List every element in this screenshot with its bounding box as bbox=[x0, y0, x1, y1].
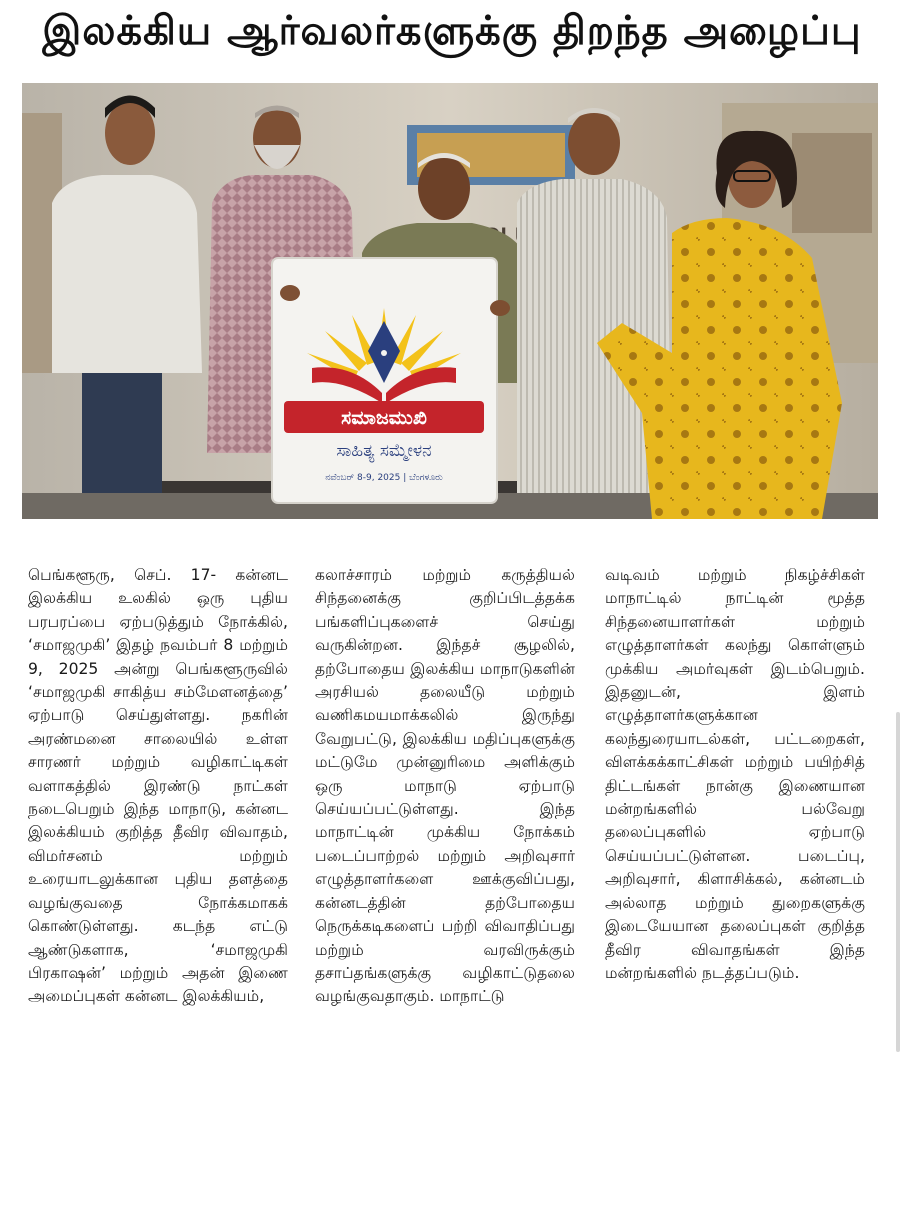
event-photo bbox=[22, 83, 878, 519]
logo-board bbox=[272, 258, 497, 503]
article-text: பெங்களூரு, செப். 17- கன்னட இலக்கிய உலகில் ஒரு புதிய பரபரப்பை ஏற்படுத்தும் நோக்கில், ‘சமாஜமுகி’ இதழ் நவம்பர் 8 மற்றும் 9, 2025 அன்று பெங்களூருவில் ‘சமாஜமுகி சாகித்ய சம்மேளனத்தை’ ஏற்பாடு செய்துள்ளது. நகரின் அரண்மனை சாலையில் உள்ள சாரணர் மற்றும் வழிகாட்டிகள் வளாகத்தில் இரண்டு நாட்கள் நடைபெறும் இந்த மாநாடு, கன்னட இலக்கியம் குறித்த தீவிர விவாதம், விமர்சனம் மற்றும் உரையாடலுக்கான புதிய தளத்தை வழங்குவதை நோக்கமாகக் கொண்டுள்ளது. கடந்த எட்டு ஆண்டுகளாக, ‘சமாஜமுகி பிரகாஷன்’ மற்றும் அதன் இணை அமைப்புகள் கன்னட இலக்கியம், bbox=[28, 566, 288, 1006]
article-column-3 bbox=[605, 564, 865, 985]
headline: இலக்கிய ஆர்வலர்களுக்கு திறந்த அழைப்பு bbox=[42, 8, 862, 54]
press-club-text: CLUB bbox=[483, 223, 549, 248]
scrollbar[interactable] bbox=[896, 712, 900, 1052]
board-date: ನವೆಂಬರ್ 8-9, 2025 | ಬೆಂಗಳೂರು bbox=[325, 473, 443, 483]
article-text: கலாச்சாரம் மற்றும் கருத்தியல் சிந்தனைக்கு குறிப்பிடத்தக்க பங்களிப்புகளைச் செய்து வருகின்றன. இந்தச் சூழலில், தற்போதைய இலக்கிய மாநாடுகளின் அரசியல் தலையீடு மற்றும் வணிகமயமாக்கலில் இருந்து வேறுபட்டு, இலக்கிய மதிப்புகளுக்கு மட்டுமே முன்னுரிமை அளிக்கும் ஒரு மாநாடு ஏற்பாடு செய்யப்பட்டுள்ளது. இந்த மாநாட்டின் முக்கிய நோக்கம் படைப்பாற்றல் மற்றும் அறிவுசார் எழுத்தாளர்களை ஊக்குவிப்பது, கன்னடத்தின் தற்போதைய நெருக்கடிகளைப் பற்றி விவாதிப்பது மற்றும் வரவிருக்கும் தசாப்தங்களுக்கு வழிகாட்டுதலை வழங்குவதாகும். மாநாட்டு bbox=[315, 566, 575, 1006]
board-subtitle: ಸಾಹಿತ್ಯ ಸಮ್ಮೇಳನ bbox=[336, 441, 432, 461]
article-text: வடிவம் மற்றும் நிகழ்ச்சிகள் மாநாட்டில் நாட்டின் மூத்த சிந்தனையாளர்கள் மற்றும் எழுத்தாளர்கள் கலந்து கொள்ளும் முக்கிய அமர்வுகள் இடம்பெறும். இதனுடன், இளம் எழுத்தாளர்களுக்கான கலந்துரையாடல்கள், பட்டறைகள், விளக்கக்காட்சிகள் மற்றும் பயிற்சித் திட்டங்கள் நான்கு இணையான மன்றங்களில் பல்வேறு தலைப்புகளில் ஏற்பாடு செய்யப்பட்டுள்ளன. படைப்பு, அறிவுசார், கிளாசிக்கல், கன்னடம் அல்லாத மற்றும் துறைகளுக்கு இடையேயான தலைப்புகள் குறித்த தீவிர விவாதங்கள் இந்த மன்றங்களில் நடத்தப்படும். bbox=[605, 566, 865, 982]
article-column-2 bbox=[315, 564, 575, 1009]
board-title: ಸಮಾಜಮುಖಿ bbox=[341, 407, 427, 429]
article-column-1 bbox=[28, 564, 288, 1009]
